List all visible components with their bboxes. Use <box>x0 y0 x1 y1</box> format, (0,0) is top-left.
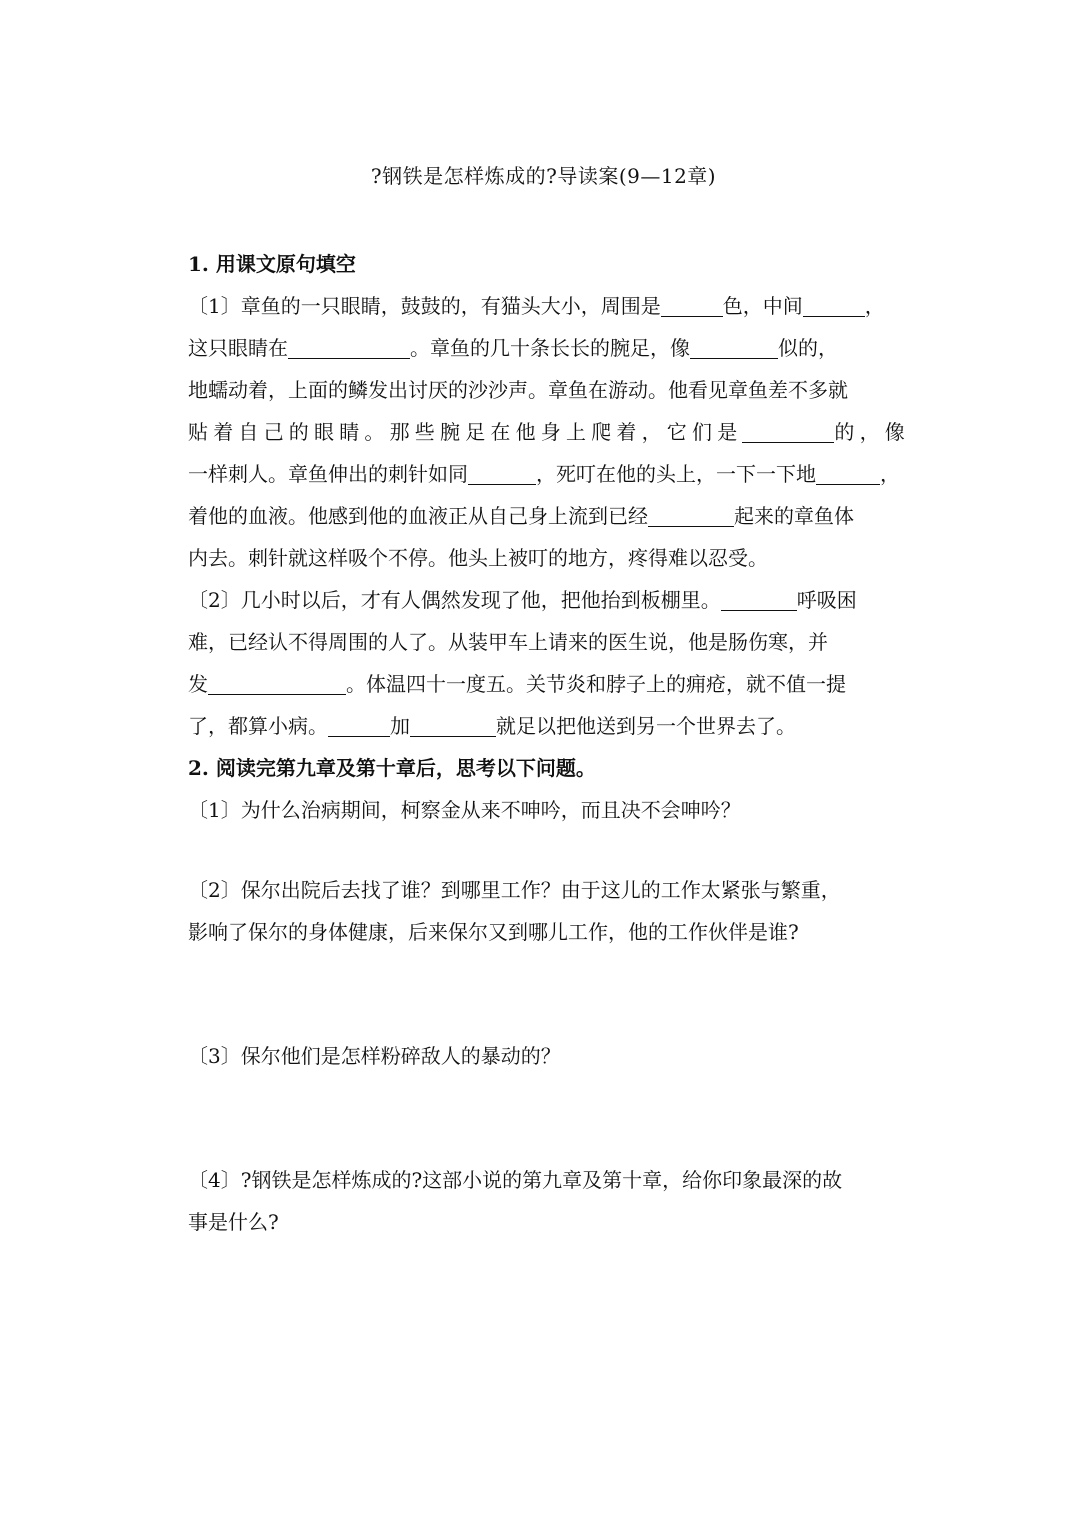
question-1: 〔1〕为什么治病期间，柯察金从来不呻吟，而且决不会呻吟？ <box>188 798 741 822</box>
fill-line-3: 地蠕动着，上面的鳞发出讨厌的沙沙声。章鱼在游动。他看见章鱼差不多就 <box>188 378 848 402</box>
blank-field[interactable] <box>288 337 410 359</box>
fill-line-5: 一样刺人。章鱼伸出的刺针如同 ，死叮在他的头上，一下一下地 ， <box>188 462 900 486</box>
question-3: 〔3〕保尔他们是怎样粉碎敌人的暴动的？ <box>188 1044 561 1068</box>
fill-line-8: 〔2〕几小时以后，才有人偶然发现了他，把他抬到板棚里。 呼吸困 <box>188 588 857 612</box>
page-title: ?钢铁是怎样炼成的?导读案(9—12章) <box>370 164 717 188</box>
blank-field[interactable] <box>468 463 536 485</box>
blank-field[interactable] <box>816 463 880 485</box>
fill-line-6: 着他的血液。他感到他的血液正从自己身上流到已经 起来的章鱼体 <box>188 504 854 528</box>
blank-field[interactable] <box>208 673 346 695</box>
blank-field[interactable] <box>803 295 865 317</box>
blank-field[interactable] <box>661 295 723 317</box>
fill-line-7: 内去。刺针就这样吸个不停。他头上被叮的地方，疼得难以忍受。 <box>188 546 768 570</box>
fill-line-10: 发 。体温四十一度五。关节炎和脖子上的痈疮，就不值一提 <box>188 672 846 696</box>
blank-field[interactable] <box>328 715 390 737</box>
blank-field[interactable] <box>742 421 834 443</box>
fill-line-9: 难，已经认不得周围的人了。从装甲车上请来的医生说，他是肠伤寒，并 <box>188 630 828 654</box>
fill-line-4: 贴着自己的眼睛。那些腕足在他身上爬着，它们是 的，像 <box>188 420 911 444</box>
blank-field[interactable] <box>721 589 797 611</box>
fill-line-2: 这只眼睛在 。章鱼的几十条长长的腕足，像 似的， <box>188 336 838 360</box>
blank-field[interactable] <box>410 715 496 737</box>
blank-field[interactable] <box>690 337 778 359</box>
section-1-heading: 1. 用课文原句填空 <box>188 252 356 276</box>
section-2-heading: 2. 阅读完第九章及第十章后，思考以下问题。 <box>188 756 596 780</box>
question-2-line-1: 〔2〕保尔出院后去找了谁？到哪里工作？由于这儿的工作太紧张与繁重， <box>188 878 841 902</box>
blank-field[interactable] <box>648 505 734 527</box>
question-4-line-1: 〔4〕?钢铁是怎样炼成的?这部小说的第九章及第十章，给你印象最深的故 <box>188 1168 843 1192</box>
question-2-line-2: 影响了保尔的身体健康，后来保尔又到哪儿工作，他的工作伙伴是谁? <box>188 920 799 944</box>
fill-line-1: 〔1〕章鱼的一只眼睛，鼓鼓的，有猫头大小，周围是 色，中间 ， <box>188 294 885 318</box>
question-4-line-2: 事是什么? <box>188 1210 279 1234</box>
fill-line-11: 了，都算小病。 加 就足以把他送到另一个世界去了。 <box>188 714 796 738</box>
